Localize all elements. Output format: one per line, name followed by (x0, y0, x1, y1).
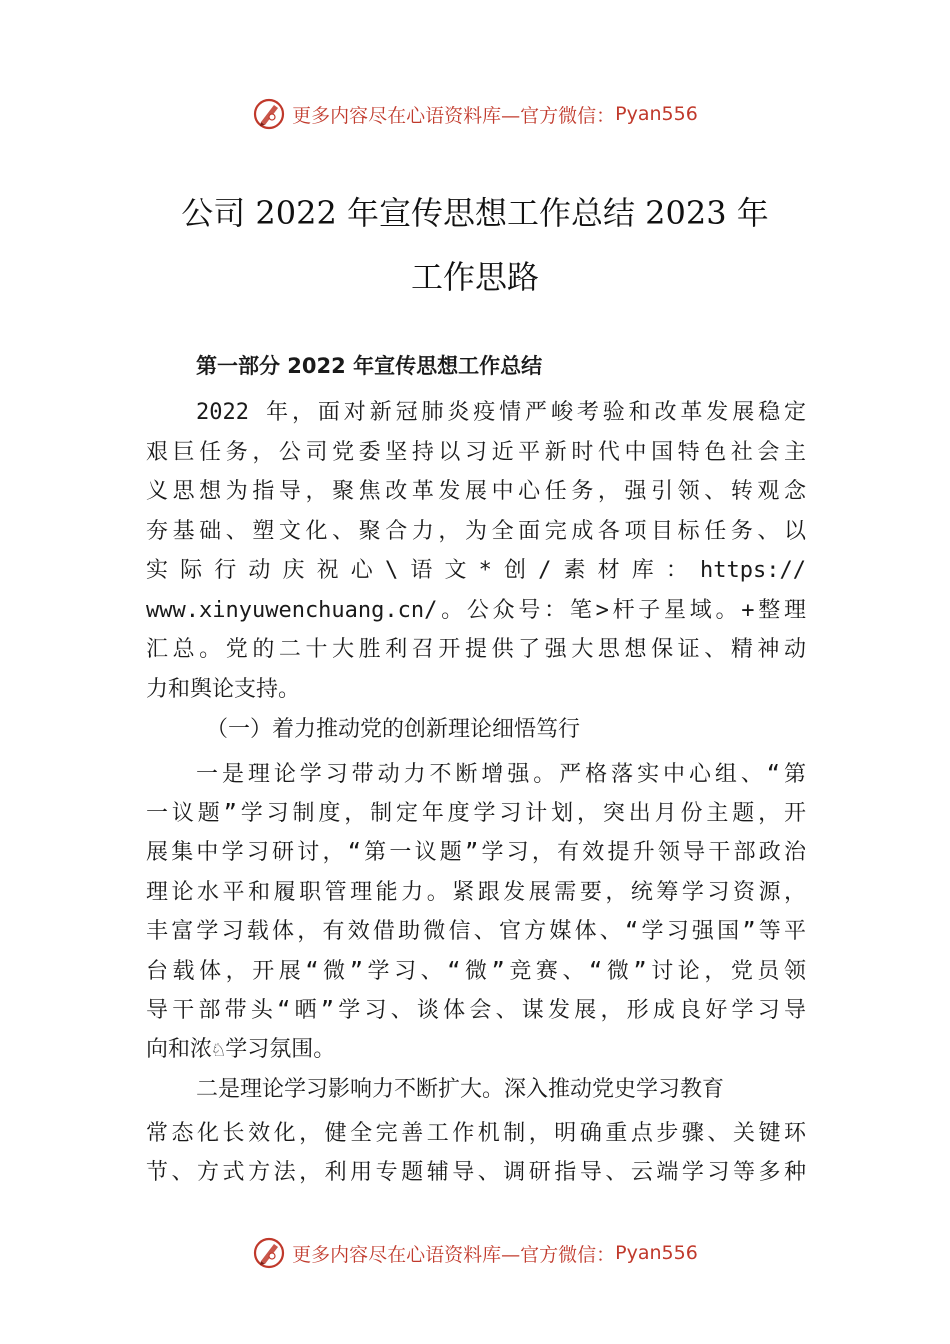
pen-logo-icon (252, 1236, 286, 1270)
section-1-heading: （一）着力推动党的创新理论细悟笃行 (206, 717, 581, 742)
paragraph-2-line-2: 一议题”学习制度，制定年度学习计划，突出月份主题，开 (146, 801, 806, 826)
watermark-group (252, 97, 698, 131)
paragraph-1-line-8: 力和舆论支持。 (146, 677, 301, 702)
paragraph-1-line-7: 汇总。党的二十大胜利召开提供了强大思想保证、精神动 (146, 637, 806, 662)
paragraph-2-line-7: 导干部带头“晒”学习、谈体会、谋发展，形成良好学习导 (146, 998, 806, 1023)
paragraph-1-line-4: 夯基础、塑文化、聚合力，为全面完成各项目标任务、以 (146, 519, 806, 544)
paragraph-2-line-6: 台载体，开展“微”学习、“微”竞赛、“微”讨论，党员领 (146, 959, 806, 984)
paragraph-3-line-3: 节、方式方法，利用专题辅导、调研指导、云端学习等多种 (146, 1160, 806, 1185)
document-title-line-1: 公司 2022 年宣传思想工作总结 2023 年 (181, 194, 769, 232)
watermark-banner-top (0, 96, 950, 132)
watermark-text: 更多内容尽在心语资料库—官方微信： (292, 1243, 616, 1266)
paragraph-2-line-4: 理论水平和履职管理能力。紧跟发展需要，统筹学习资源， (146, 880, 806, 905)
paragraph-2-line-5: 丰富学习载体，有效借助微信、官方媒体、“学习强国”等平 (146, 919, 806, 944)
watermark-banner-bottom (0, 1235, 950, 1271)
pen-logo-icon (252, 97, 286, 131)
paragraph-3-line-1: 二是理论学习影响力不断扩大。深入推动党史学习教育 (196, 1077, 725, 1102)
paragraph-1-line-6: www.xinyuwenchuang.cn/。公众号：笔>杆子星域。+整理 (146, 598, 806, 623)
paragraph-2-line-1: 一是理论学习带动力不断增强。严格落实中心组、“第 (196, 762, 806, 787)
paragraph-1-line-2: 艰巨任务，公司党委坚持以习近平新时代中国特色社会主 (146, 440, 806, 465)
part-heading: 第一部分 2022 年宣传思想工作总结 (196, 354, 543, 378)
paragraph-1-line-5: 实际行动庆祝心\语文*创/素材库：https:// (146, 558, 806, 583)
watermark-wechat-id: Pyan556 (615, 1242, 698, 1264)
paragraph-3-line-2: 常态化长效化，健全完善工作机制，明确重点步骤、关键环 (146, 1121, 806, 1146)
paragraph-2-line-3: 展集中学习研讨，“第一议题”学习，有效提升领导干部政治 (146, 840, 806, 865)
paragraph-2-line-8: 向和浓♘学习氛围。 (146, 1037, 336, 1062)
watermark-wechat-id: Pyan556 (615, 103, 698, 125)
watermark-text: 更多内容尽在心语资料库—官方微信： (292, 104, 616, 127)
paragraph-1-line-1: 2022 年，面对新冠肺炎疫情严峻考验和改革发展稳定 (196, 400, 806, 425)
paragraph-1-line-3: 义思想为指导，聚焦改革发展中心任务，强引领、转观念 (146, 479, 806, 504)
document-title-line-2: 工作思路 (410, 258, 539, 296)
watermark-group (252, 1236, 698, 1270)
